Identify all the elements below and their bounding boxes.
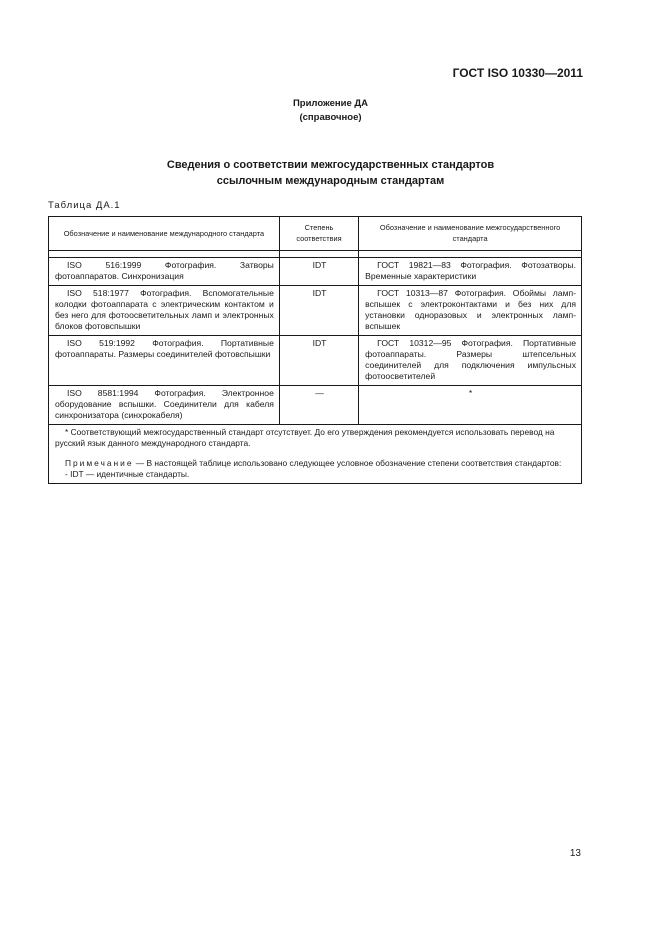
header-degree: Степень соответствия	[279, 217, 358, 251]
cell-intl: ISO 8581:1994 Фотография. Электронное оборудование вспышки. Соединители для кабеля синхронизатора (синхрокабеля)	[49, 386, 280, 425]
section-title-line1: Сведения о соответствии межгосударственных стандартов	[166, 159, 495, 171]
note-label: Примечание	[65, 458, 134, 468]
table-row	[49, 336, 582, 386]
table-row	[49, 286, 582, 336]
cell-intl: ISO 519:1992 Фотография. Портативные фотоаппараты. Размеры соединителей фотовспышки	[49, 336, 280, 386]
cell-intl: ISO 516:1999 Фотография. Затворы фотоаппаратов. Синхронизация	[49, 258, 280, 286]
table-label: Таблица ДА.1	[48, 200, 121, 211]
section-title-line2: ссылочным международным стандартам	[216, 175, 445, 187]
cell-interstate: *	[359, 386, 582, 425]
cell-degree: IDT	[279, 336, 358, 386]
footnote: * Соответствующий межгосударственный стандарт отсутствует. До его утверждения рекомендуется использовать перевод на русский язык данного международного стандарта.	[55, 427, 555, 448]
cell-degree: IDT	[279, 286, 358, 336]
cell-intl: ISO 518:1977 Фотография. Вспомогательные колодки фотоаппарата с электрическим контактом и без него для фотоосветительных ламп и электронных блоков фотовспышки	[49, 286, 280, 336]
appendix-title: Приложение ДА	[292, 98, 369, 109]
note-text: — В настоящей таблице использовано следующее условное обозначение степени соответствия стандартов:	[133, 458, 562, 468]
cell-degree: IDT	[279, 258, 358, 286]
header-intl: Обозначение и наименование международного стандарта	[49, 217, 280, 251]
cell-interstate: ГОСТ 19821—83 Фотография. Фотозатворы. Временные характеристики	[359, 258, 582, 286]
cell-degree: —	[279, 386, 358, 425]
page-number: 13	[569, 848, 581, 859]
correspondence-table	[48, 216, 582, 484]
table-notes-row	[49, 425, 582, 484]
table-notes	[49, 425, 582, 484]
table-row	[49, 386, 582, 425]
note-item: - IDT — идентичные стандарты.	[65, 469, 190, 479]
header-interstate: Обозначение и наименование межгосударственного стандарта	[359, 217, 582, 251]
table-spacer-row	[49, 251, 582, 258]
cell-interstate: ГОСТ 10313—87 Фотография. Обоймы ламп-вспышек с электроконтактами и без них для установки одноразовых и электронных ламп-вспышек	[359, 286, 582, 336]
section-title	[0, 157, 661, 189]
table-header-row	[49, 217, 582, 251]
cell-interstate: ГОСТ 10312—95 Фотография. Портативные фотоаппараты. Размеры штепсельных соединителей для подключения импульсных фотоосветителей	[359, 336, 582, 386]
table-row	[49, 258, 582, 286]
document-number: ГОСТ ISO 10330—2011	[452, 66, 583, 80]
note	[55, 458, 576, 469]
appendix-subtitle: (справочное)	[299, 112, 362, 123]
appendix-heading	[0, 97, 661, 125]
